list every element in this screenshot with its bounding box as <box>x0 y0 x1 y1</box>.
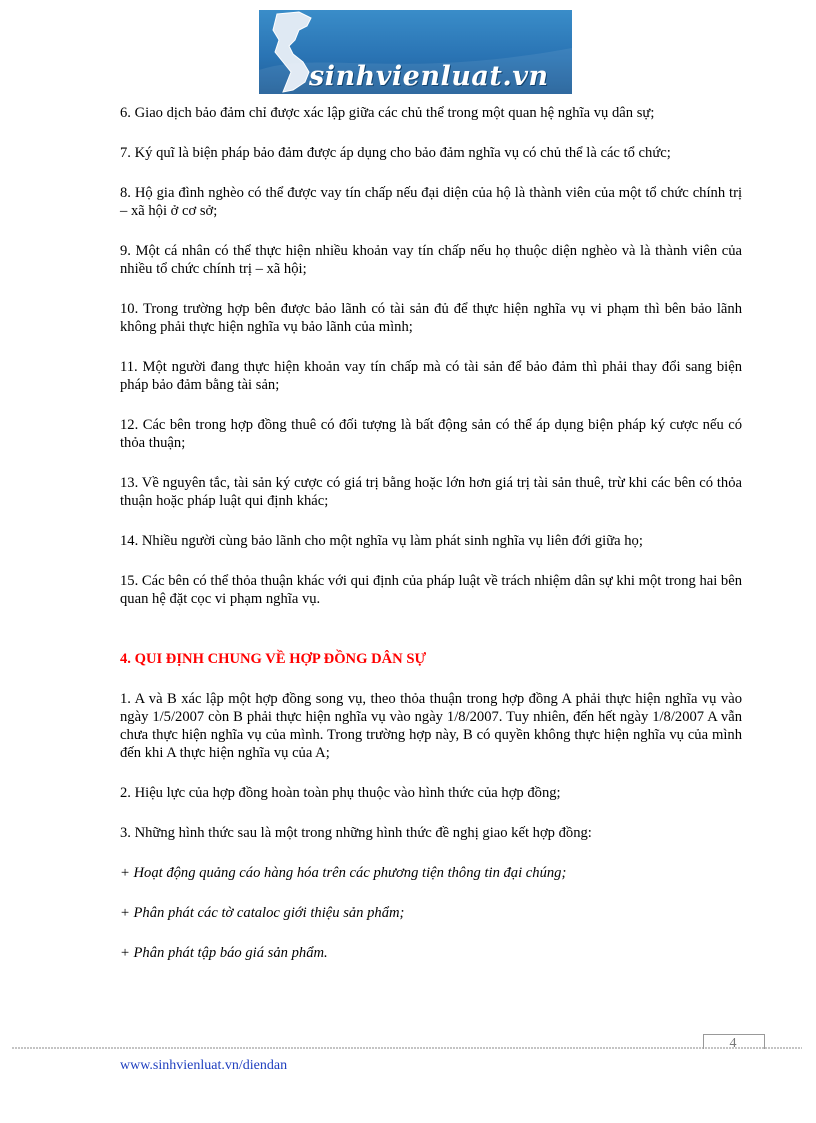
list-item: 8. Hộ gia đình nghèo có thể được vay tín chấp nếu đại diện của hộ là thành viên của một tổ chức chính trị – xã hội ở cơ sở; <box>120 185 742 219</box>
list-item: + Phân phát các tờ cataloc giới thiệu sản phẩm; <box>120 905 405 921</box>
site-logo-text: sinhvienluat.vn <box>309 61 549 92</box>
header-banner <box>259 10 572 94</box>
list-item: 6. Giao dịch bảo đảm chỉ được xác lập giữa các chủ thể trong một quan hệ nghĩa vụ dân sự; <box>120 105 655 121</box>
list-item: 12. Các bên trong hợp đồng thuê có đối tượng là bất động sản có thể áp dụng biện pháp ký cược nếu có thỏa thuận; <box>120 417 742 451</box>
list-item: 13. Về nguyên tắc, tài sản ký cược có giá trị bằng hoặc lớn hơn giá trị tài sản thuê, trừ khi các bên có thỏa thuận hoặc pháp luật qui định khác; <box>120 475 742 509</box>
list-item: 7. Ký quĩ là biện pháp bảo đảm được áp dụng cho bảo đảm nghĩa vụ có chủ thể là các tổ chức; <box>120 145 671 161</box>
list-item: 15. Các bên có thể thỏa thuận khác với qui định của pháp luật về trách nhiệm dân sự khi một trong hai bên quan hệ đặt cọc vi phạm nghĩa vụ. <box>120 573 742 607</box>
list-item: 11. Một người đang thực hiện khoản vay tín chấp mà có tài sản để bảo đảm thì phải thay đổi sang biện pháp bảo đảm bằng tài sản; <box>120 359 742 393</box>
footer-forum-link[interactable]: www.sinhvienluat.vn/diendan <box>120 1058 288 1073</box>
list-item: 1. A và B xác lập một hợp đồng song vụ, theo thỏa thuận trong hợp đồng A phải thực hiện nghĩa vụ vào ngày 1/5/2007 còn B phải thực hiện nghĩa vụ vào ngày 1/8/2007. Tuy nhiên, đến hết ngày 1/8/2007 A vẫn chưa thực hiện nghĩa vụ của mình. Trong trường hợp này, B có quyền không thực hiện nghĩa vụ của mình đến khi A thực hiện nghĩa vụ của A; <box>120 691 742 761</box>
list-item: 3. Những hình thức sau là một trong những hình thức đề nghị giao kết hợp đồng: <box>120 825 592 841</box>
list-item: + Hoạt động quảng cáo hàng hóa trên các phương tiện thông tin đại chúng; <box>120 865 567 881</box>
page-number: 4 <box>729 1036 737 1051</box>
footer-divider <box>12 1047 802 1049</box>
document-body <box>120 104 742 984</box>
list-item: 2. Hiệu lực của hợp đồng hoàn toàn phụ thuộc vào hình thức của hợp đồng; <box>120 785 561 801</box>
list-item: 9. Một cá nhân có thể thực hiện nhiều khoản vay tín chấp nếu họ thuộc diện nghèo và là thành viên của nhiều tổ chức chính trị – xã hội; <box>120 243 742 277</box>
list-item: + Phân phát tập báo giá sản phẩm. <box>120 945 328 961</box>
list-item: 10. Trong trường hợp bên được bảo lãnh có tài sản đủ để thực hiện nghĩa vụ vi phạm thì bên bảo lãnh không phải thực hiện nghĩa vụ bảo lãnh của mình; <box>120 301 742 335</box>
section-heading: 4. QUI ĐỊNH CHUNG VỀ HỢP ĐỒNG DÂN SỰ <box>120 651 427 667</box>
list-item: 14. Nhiều người cùng bảo lãnh cho một nghĩa vụ làm phát sinh nghĩa vụ liên đới giữa họ; <box>120 533 643 549</box>
